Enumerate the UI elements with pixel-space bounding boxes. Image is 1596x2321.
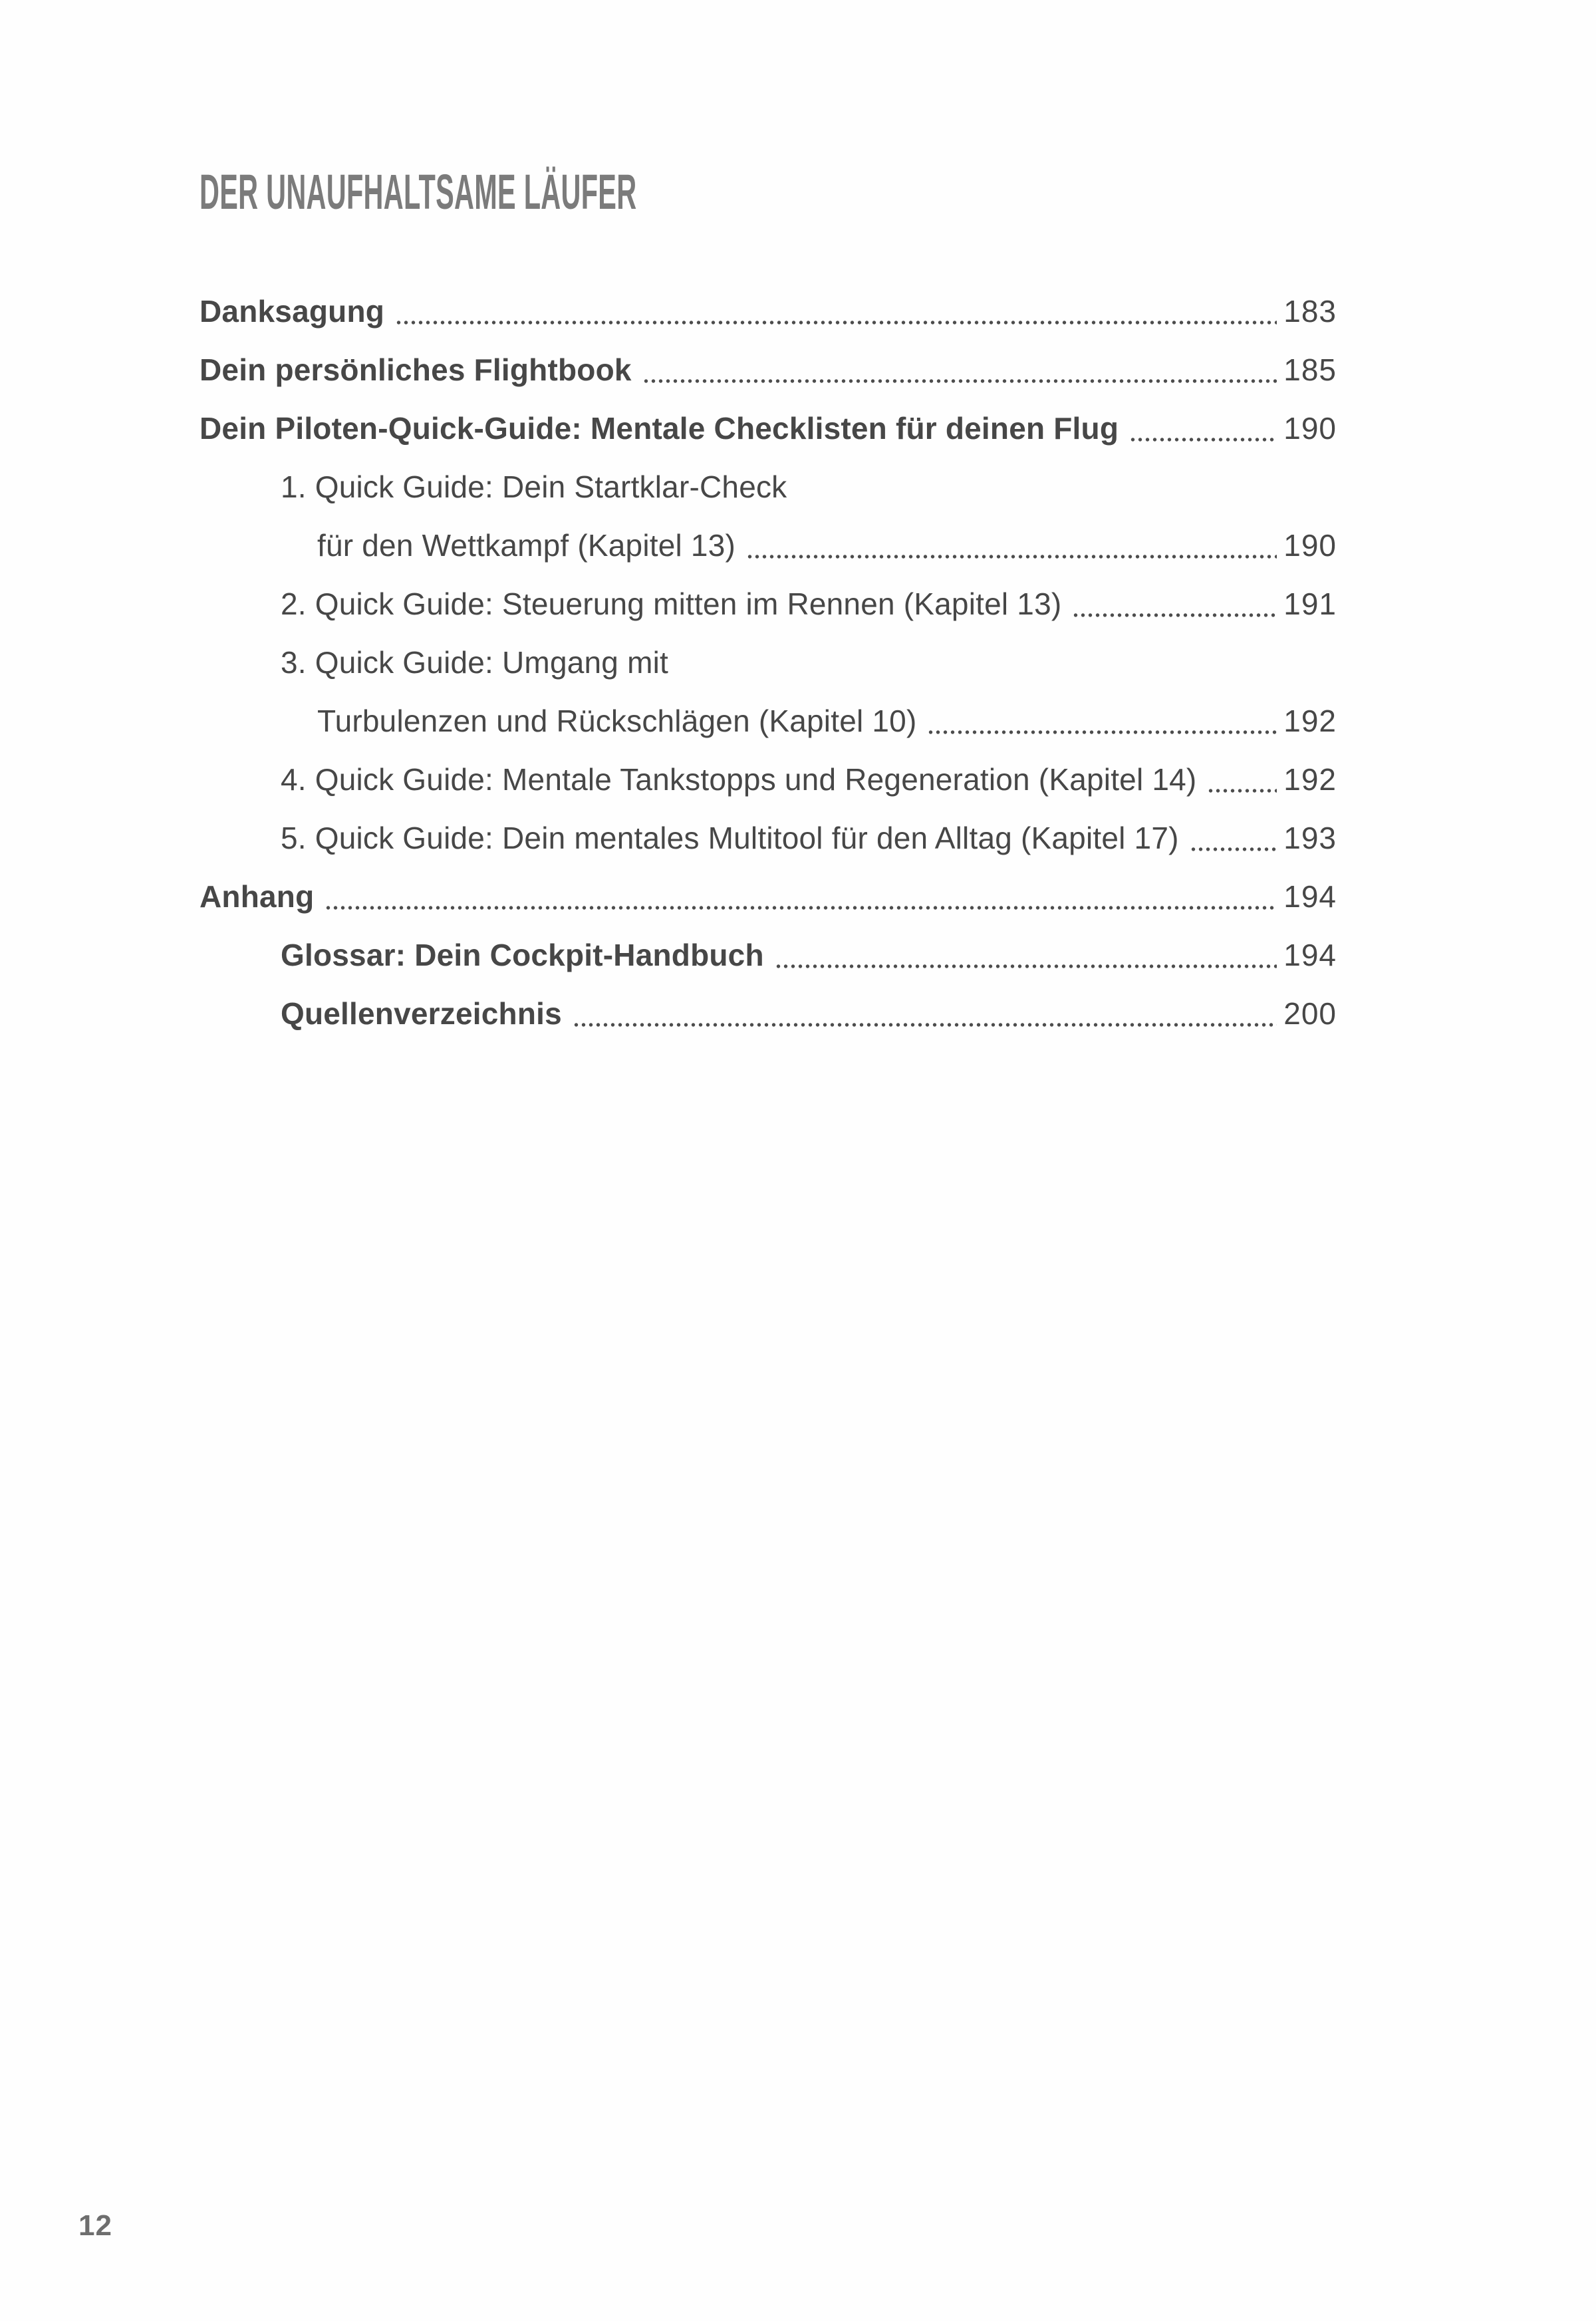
toc-entry: [200, 809, 1337, 867]
toc-entry-label: 1. Quick Guide: Dein Startklar-Check: [281, 470, 787, 504]
toc-leader-dots: [679, 633, 1330, 692]
page-number: 12: [78, 2209, 112, 2242]
toc-entry: [200, 692, 1337, 750]
toc-leader-dots: [1190, 809, 1277, 867]
toc-leader-dots: [573, 984, 1277, 1043]
toc-leader-dots: [325, 867, 1277, 926]
toc-entry-page: 194: [1283, 879, 1337, 914]
toc-entry-page: 200: [1283, 996, 1337, 1031]
toc-leader-dots: [1129, 399, 1277, 458]
toc-entry-label: Anhang: [200, 879, 315, 914]
toc-entry: [200, 282, 1337, 341]
toc-entry: [200, 516, 1337, 575]
toc-entry-page: 191: [1283, 587, 1337, 621]
toc-entry-label: 4. Quick Guide: Mentale Tankstopps und Regeneration (Kapitel 14): [281, 762, 1197, 797]
toc-entry-label: Turbulenzen und Rückschlägen (Kapitel 10): [317, 704, 917, 738]
toc-entry: [200, 341, 1337, 399]
toc-entry: [200, 458, 1337, 516]
toc-entry: [200, 926, 1337, 984]
toc-entry-label: für den Wettkampf (Kapitel 13): [317, 528, 735, 563]
toc-entry: [200, 575, 1337, 633]
toc-entry: [200, 984, 1337, 1043]
toc-leader-dots: [1207, 750, 1277, 809]
toc-leader-dots: [395, 282, 1277, 341]
toc-entry: [200, 399, 1337, 458]
toc-entry-page: 194: [1283, 938, 1337, 972]
toc-leader-dots: [642, 341, 1277, 399]
toc-entry-label: Dein persönliches Flightbook: [200, 352, 632, 387]
toc-leader-dots: [775, 926, 1277, 984]
toc-leader-dots: [797, 458, 1330, 516]
toc-entry-label: Quellenverzeichnis: [281, 996, 562, 1031]
toc-entry-label: 5. Quick Guide: Dein mentales Multitool für den Alltag (Kapitel 17): [281, 821, 1179, 855]
toc-entry-label: 2. Quick Guide: Steuerung mitten im Rennen (Kapitel 13): [281, 587, 1062, 621]
toc-entry-page: 190: [1283, 411, 1337, 446]
toc-entry-page: 193: [1283, 821, 1337, 855]
toc-entry-label: Danksagung: [200, 294, 385, 329]
toc-entry-page: 183: [1283, 294, 1337, 329]
toc-leader-dots: [927, 692, 1277, 750]
toc-entry: [200, 867, 1337, 926]
toc-entry: [200, 633, 1337, 692]
toc-entry-label: 3. Quick Guide: Umgang mit: [281, 645, 668, 680]
toc-entry-page: 192: [1283, 704, 1337, 738]
toc-entry-label: Glossar: Dein Cockpit-Handbuch: [281, 938, 764, 972]
toc-entry-page: 192: [1283, 762, 1337, 797]
toc-entry-label: Dein Piloten-Quick-Guide: Mentale Checklisten für deinen Flug: [200, 411, 1119, 446]
toc-entry-page: 190: [1283, 528, 1337, 563]
table-of-contents: [200, 282, 1337, 1043]
toc-leader-dots: [1072, 575, 1277, 633]
toc-entry-page: 185: [1283, 352, 1337, 387]
running-header-title: DER UNAUFHALTSAME LÄUFER: [200, 164, 637, 219]
toc-leader-dots: [746, 516, 1277, 575]
toc-entry: [200, 750, 1337, 809]
